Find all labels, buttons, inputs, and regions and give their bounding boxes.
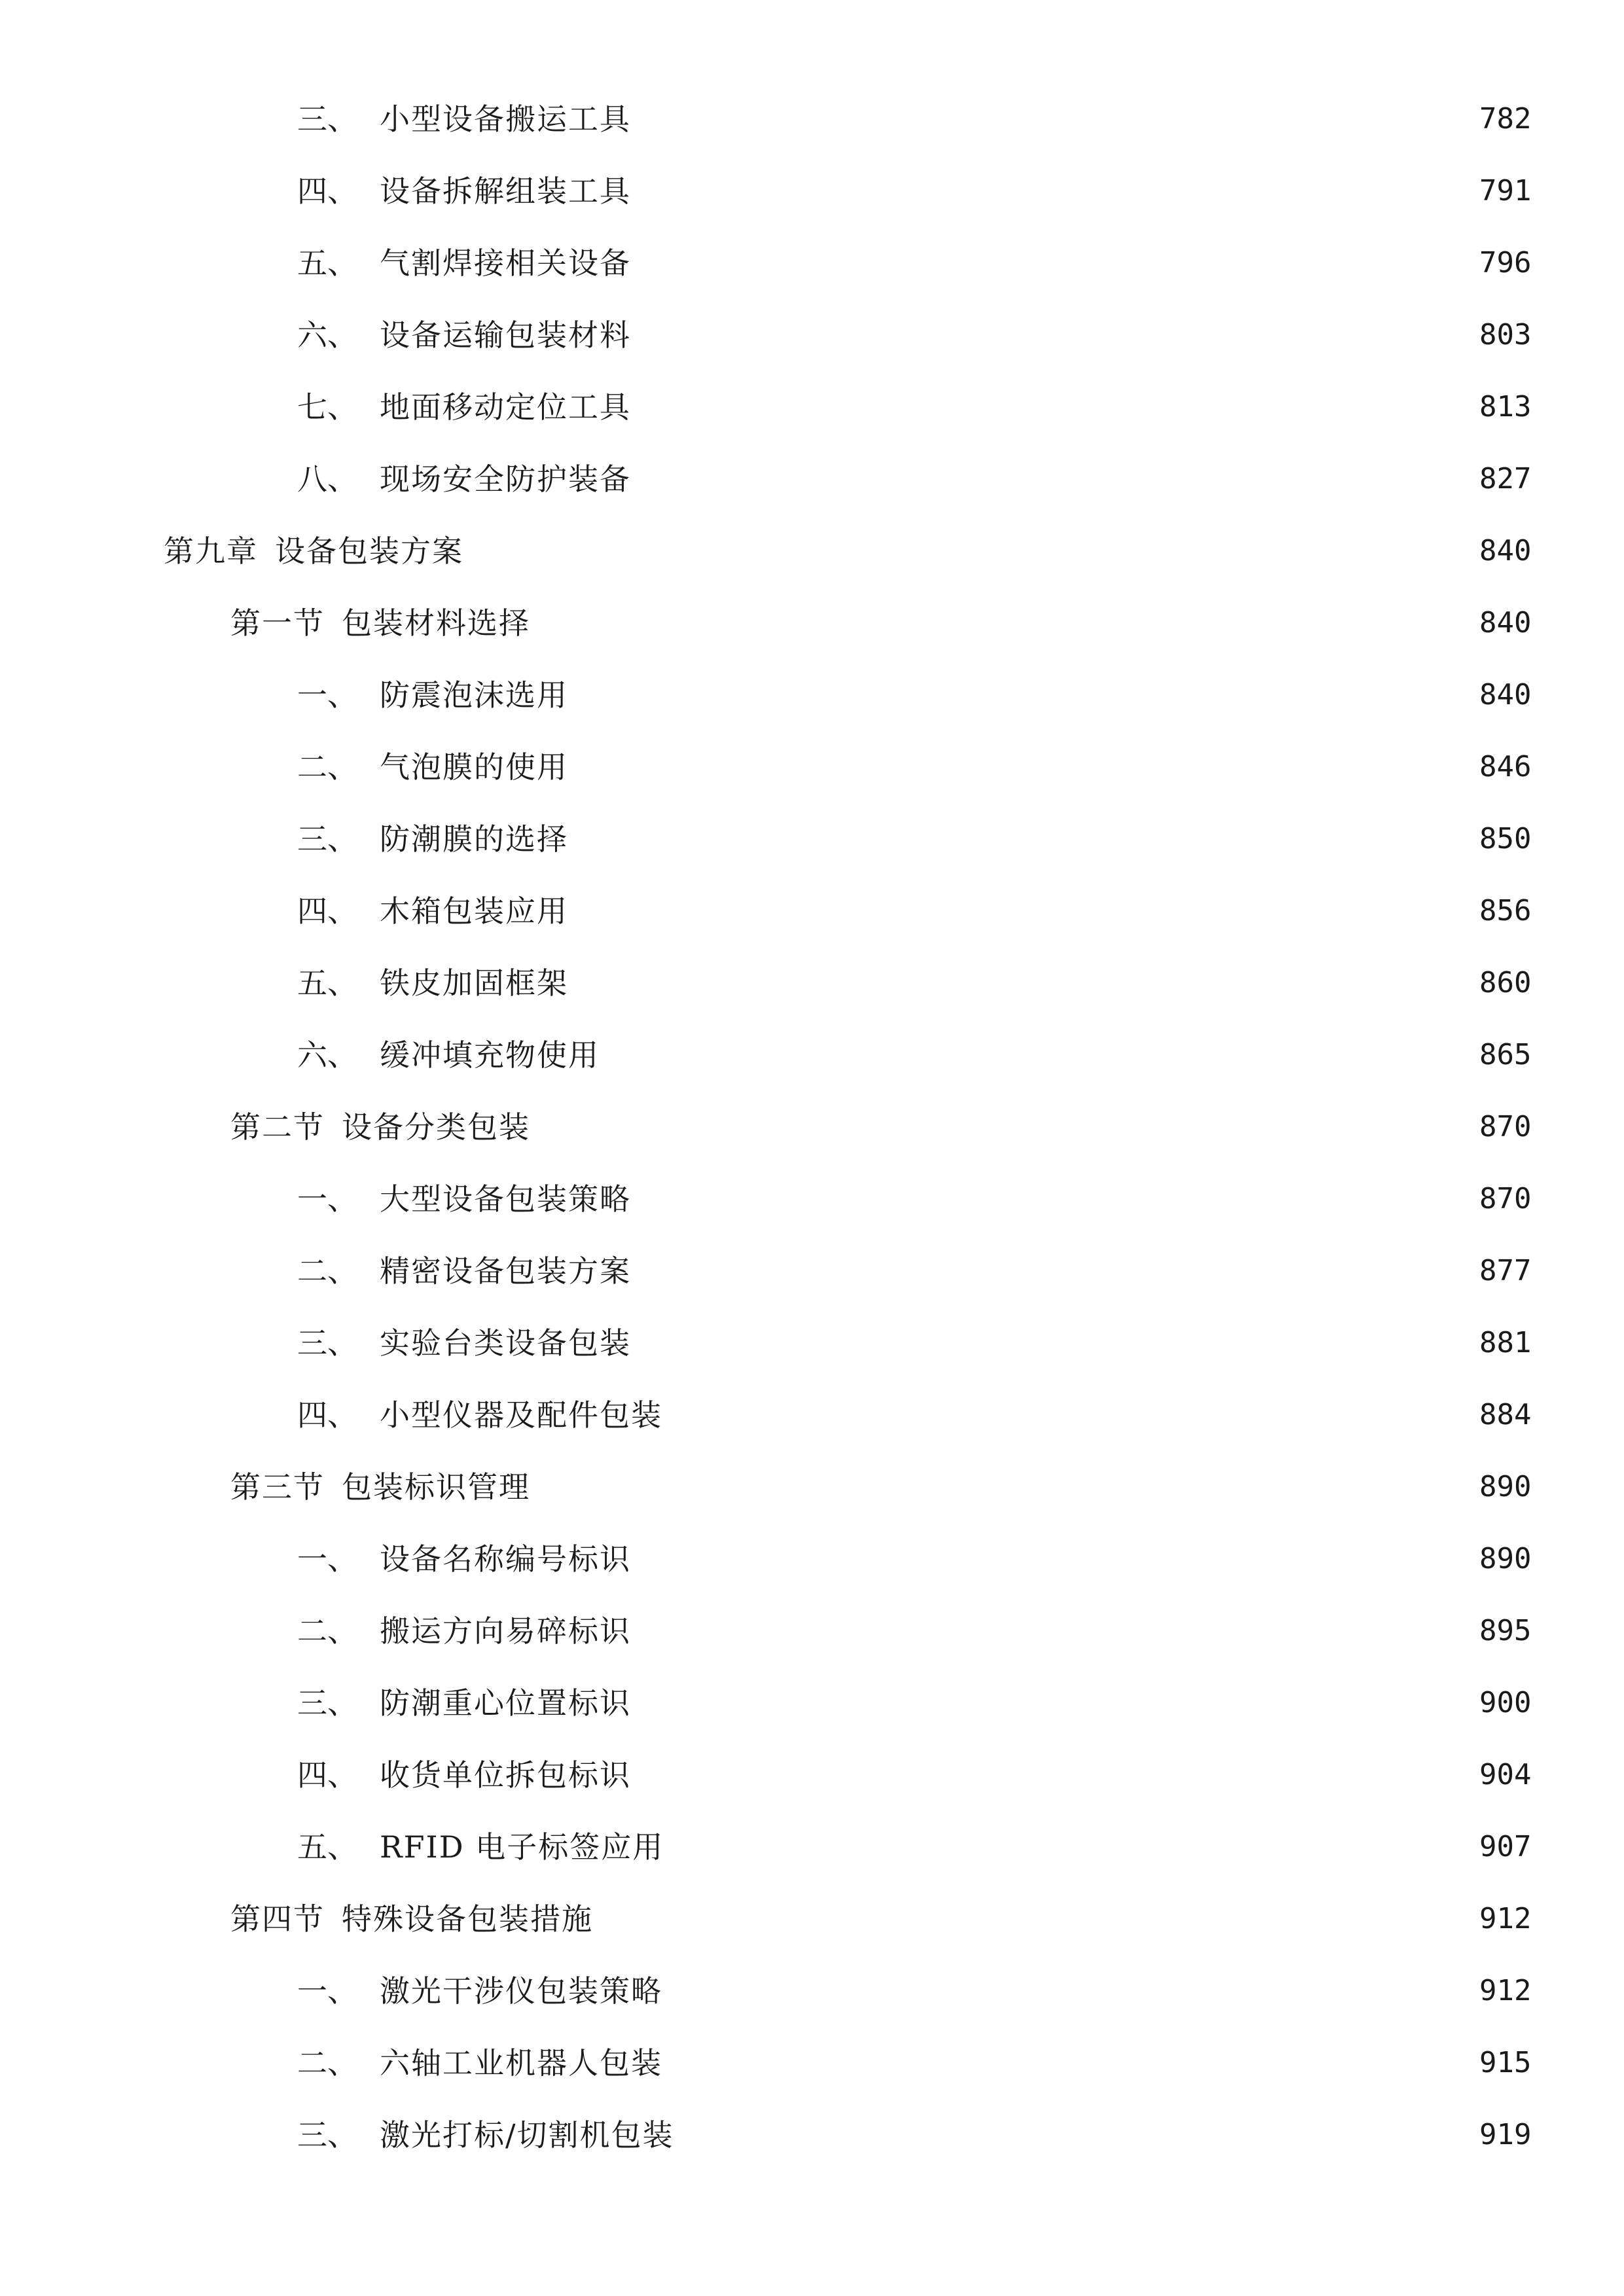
toc-item-title: 搬运方向易碎标识 [380, 1613, 631, 1649]
toc-item-number: 三、 [297, 101, 357, 137]
toc-item-title: 现场安全防护装备 [380, 461, 631, 497]
toc-page-number: 846 [1479, 750, 1532, 783]
toc-dot-leader [638, 248, 1464, 278]
toc-entry-item[interactable] [0, 1958, 1624, 2024]
toc-dot-leader [575, 680, 1464, 710]
toc-entry-item[interactable] [0, 950, 1624, 1016]
toc-section-title: 特殊设备包装措施 [342, 1901, 593, 1937]
toc-item-number: 一、 [297, 1973, 357, 2009]
toc-dot-leader [638, 1256, 1464, 1286]
toc-entry-item[interactable] [0, 878, 1624, 944]
toc-page-number: 912 [1479, 1902, 1532, 1935]
toc-section-number: 第二节 [230, 1109, 325, 1145]
toc-page-number: 865 [1479, 1038, 1532, 1071]
toc-entry-item[interactable] [0, 1022, 1624, 1088]
toc-item-number: 三、 [297, 1685, 357, 1721]
toc-dot-leader [638, 1184, 1464, 1214]
toc-dot-leader [669, 2048, 1464, 2078]
toc-item-number: 二、 [297, 2045, 357, 2081]
toc-page-number: 840 [1479, 534, 1532, 567]
toc-entry-item[interactable] [0, 374, 1624, 440]
toc-item-title: 设备拆解组装工具 [380, 173, 631, 209]
toc-item-number: 四、 [297, 1757, 357, 1793]
toc-dot-leader [681, 2120, 1464, 2150]
toc-dot-leader [670, 1832, 1464, 1862]
toc-dot-leader [537, 608, 1464, 638]
toc-item-title: 设备名称编号标识 [380, 1541, 631, 1577]
toc-dot-leader [537, 1112, 1464, 1142]
toc-item-number: 四、 [297, 1397, 357, 1433]
toc-page-number: 890 [1479, 1542, 1532, 1575]
toc-dot-leader [575, 896, 1464, 926]
toc-page-number: 900 [1479, 1686, 1532, 1719]
toc-item-title: RFID 电子标签应用 [380, 1829, 664, 1865]
toc-chapter-title: 设备包装方案 [275, 533, 463, 569]
toc-page-number: 791 [1479, 174, 1532, 207]
toc-entry-item[interactable] [0, 2102, 1624, 2168]
toc-page-number: 881 [1479, 1326, 1532, 1359]
toc-page-number: 870 [1479, 1110, 1532, 1143]
toc-chapter-number: 第九章 [164, 533, 258, 569]
toc-item-title: 防潮重心位置标识 [380, 1685, 631, 1721]
toc-entry-item[interactable] [0, 806, 1624, 872]
toc-item-title: 激光干涉仪包装策略 [380, 1973, 662, 2009]
toc-page-number: 803 [1479, 318, 1532, 351]
toc-page-number: 904 [1479, 1758, 1532, 1791]
toc-page-number: 840 [1479, 606, 1532, 639]
toc-item-title: 气割焊接相关设备 [380, 245, 631, 281]
toc-item-title: 大型设备包装策略 [380, 1181, 631, 1217]
toc-entry-section[interactable] [0, 590, 1624, 656]
toc-page-number: 907 [1479, 1830, 1532, 1863]
toc-entry-item[interactable] [0, 1670, 1624, 1736]
toc-item-title: 小型仪器及配件包装 [380, 1397, 662, 1433]
toc-dot-leader [638, 176, 1464, 206]
toc-item-number: 四、 [297, 893, 357, 929]
toc-entry-item[interactable] [0, 1382, 1624, 1448]
toc-page-number: 884 [1479, 1398, 1532, 1431]
toc-page-number: 782 [1479, 102, 1532, 135]
toc-item-title: 缓冲填充物使用 [380, 1037, 600, 1073]
toc-item-number: 一、 [297, 1541, 357, 1577]
toc-page-number: 813 [1479, 390, 1532, 423]
toc-dot-leader [575, 824, 1464, 854]
toc-dot-leader [470, 536, 1464, 566]
toc-dot-leader [575, 968, 1464, 998]
toc-entry-item[interactable] [0, 1598, 1624, 1664]
toc-page-number: 895 [1479, 1614, 1532, 1647]
toc-dot-leader [638, 1688, 1464, 1718]
toc-page-number: 877 [1479, 1254, 1532, 1287]
toc-item-number: 三、 [297, 1325, 357, 1361]
toc-dot-leader [575, 752, 1464, 782]
toc-entry-item[interactable] [0, 158, 1624, 224]
toc-item-title: 激光打标/切割机包装 [380, 2117, 674, 2153]
toc-item-number: 二、 [297, 1253, 357, 1289]
toc-page-number: 856 [1479, 894, 1532, 927]
toc-item-title: 六轴工业机器人包装 [380, 2045, 662, 2081]
toc-dot-leader [537, 1472, 1464, 1502]
toc-dot-leader [606, 1040, 1464, 1070]
toc-page-number: 827 [1479, 462, 1532, 495]
toc-entry-item[interactable] [0, 1238, 1624, 1304]
toc-section-number: 第四节 [230, 1901, 325, 1937]
toc-dot-leader [638, 464, 1464, 494]
toc-dot-leader [638, 1544, 1464, 1574]
toc-page-number: 912 [1479, 1974, 1532, 2007]
toc-entry-item[interactable] [0, 86, 1624, 152]
toc-item-number: 三、 [297, 821, 357, 857]
toc-entry-item[interactable] [0, 230, 1624, 296]
toc-entry-item[interactable] [0, 1814, 1624, 1880]
toc-entry-item[interactable] [0, 1166, 1624, 1232]
toc-item-number: 六、 [297, 1037, 357, 1073]
toc-section-number: 第一节 [230, 605, 325, 641]
toc-entry-item[interactable] [0, 2030, 1624, 2096]
toc-dot-leader [638, 320, 1464, 350]
toc-item-title: 小型设备搬运工具 [380, 101, 631, 137]
toc-page-number: 919 [1479, 2118, 1532, 2151]
toc-item-title: 实验台类设备包装 [380, 1325, 631, 1361]
toc-item-number: 五、 [297, 965, 357, 1001]
toc-entry-item[interactable] [0, 734, 1624, 800]
toc-item-number: 五、 [297, 245, 357, 281]
toc-dot-leader [638, 104, 1464, 134]
toc-item-title: 精密设备包装方案 [380, 1253, 631, 1289]
toc-entry-section[interactable] [0, 1454, 1624, 1520]
toc-entry-item[interactable] [0, 1310, 1624, 1376]
toc-entry-item[interactable] [0, 1742, 1624, 1808]
toc-item-number: 二、 [297, 749, 357, 785]
toc-item-title: 收货单位拆包标识 [380, 1757, 631, 1793]
toc-item-title: 地面移动定位工具 [380, 389, 631, 425]
toc-page-number: 915 [1479, 2046, 1532, 2079]
toc-item-title: 防潮膜的选择 [380, 821, 568, 857]
toc-entry-item[interactable] [0, 302, 1624, 368]
toc-item-number: 二、 [297, 1613, 357, 1649]
toc-dot-leader [669, 1976, 1464, 2006]
toc-entry-section[interactable] [0, 1094, 1624, 1160]
toc-item-number: 五、 [297, 1829, 357, 1865]
toc-item-title: 铁皮加固框架 [380, 965, 568, 1001]
toc-entry-item[interactable] [0, 1526, 1624, 1592]
toc-entry-chapter[interactable] [0, 518, 1624, 584]
toc-section-title: 设备分类包装 [342, 1109, 530, 1145]
toc-section-number: 第三节 [230, 1469, 325, 1505]
toc-item-number: 八、 [297, 461, 357, 497]
toc-entry-item[interactable] [0, 446, 1624, 512]
toc-section-title: 包装材料选择 [342, 605, 530, 641]
toc-item-number: 四、 [297, 173, 357, 209]
toc-item-number: 七、 [297, 389, 357, 425]
toc-page-number: 870 [1479, 1182, 1532, 1215]
toc-page-number: 860 [1479, 966, 1532, 999]
toc-dot-leader [638, 392, 1464, 422]
toc-dot-leader [638, 1760, 1464, 1790]
toc-page-number: 796 [1479, 246, 1532, 279]
toc-item-title: 防震泡沫选用 [380, 677, 568, 713]
toc-entry-item[interactable] [0, 662, 1624, 728]
toc-dot-leader [669, 1400, 1464, 1430]
toc-dot-leader [600, 1904, 1464, 1934]
toc-section-title: 包装标识管理 [342, 1469, 530, 1505]
toc-item-number: 一、 [297, 677, 357, 713]
toc-page-number: 840 [1479, 678, 1532, 711]
toc-entry-section[interactable] [0, 1886, 1624, 1952]
toc-page-number: 850 [1479, 822, 1532, 855]
toc-item-number: 一、 [297, 1181, 357, 1217]
toc-item-number: 六、 [297, 317, 357, 353]
toc-item-title: 设备运输包装材料 [380, 317, 631, 353]
toc-dot-leader [638, 1616, 1464, 1646]
toc-page-number: 890 [1479, 1470, 1532, 1503]
toc-item-number: 三、 [297, 2117, 357, 2153]
toc-item-title: 气泡膜的使用 [380, 749, 568, 785]
toc-item-title: 木箱包装应用 [380, 893, 568, 929]
toc-dot-leader [638, 1328, 1464, 1358]
